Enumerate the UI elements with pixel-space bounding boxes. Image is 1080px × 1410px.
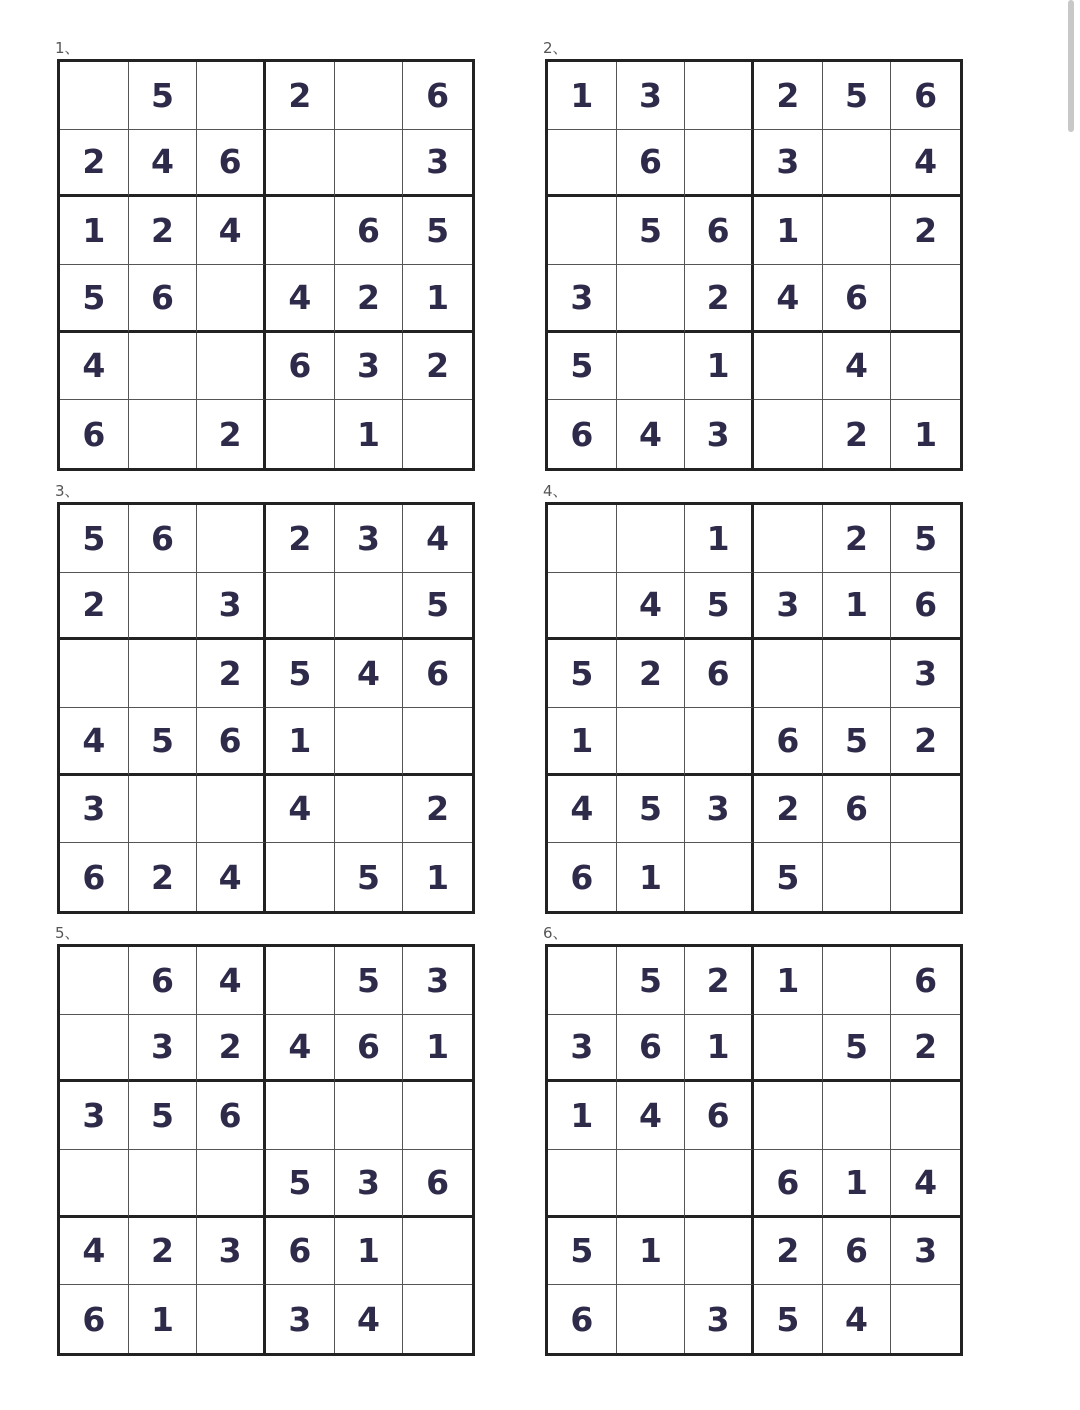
sudoku-cell-r2-c4[interactable] — [266, 573, 335, 641]
sudoku-cell-r2-c5[interactable]: 5 — [823, 1015, 892, 1083]
sudoku-cell-r5-c5[interactable]: 6 — [823, 776, 892, 844]
sudoku-cell-r1-c2[interactable]: 3 — [617, 62, 686, 130]
sudoku-cell-r6-c5[interactable]: 2 — [823, 400, 892, 468]
sudoku-cell-r3-c2[interactable] — [129, 640, 198, 708]
sudoku-cell-r2-c1[interactable] — [548, 573, 617, 641]
sudoku-cell-r2-c1[interactable]: 3 — [548, 1015, 617, 1083]
sudoku-cell-r3-c3[interactable]: 6 — [685, 640, 754, 708]
sudoku-cell-r1-c6[interactable]: 6 — [891, 947, 960, 1015]
sudoku-cell-r3-c3[interactable]: 2 — [197, 640, 266, 708]
sudoku-cell-r2-c6[interactable]: 4 — [891, 130, 960, 198]
sudoku-cell-r3-c3[interactable]: 6 — [685, 197, 754, 265]
sudoku-cell-r4-c2[interactable]: 6 — [129, 265, 198, 333]
sudoku-cell-r4-c5[interactable]: 5 — [823, 708, 892, 776]
sudoku-cell-r3-c6[interactable] — [403, 1082, 472, 1150]
sudoku-cell-r3-c4[interactable]: 5 — [266, 640, 335, 708]
sudoku-cell-r5-c6[interactable] — [891, 776, 960, 844]
sudoku-cell-r2-c1[interactable]: 2 — [60, 130, 129, 198]
sudoku-cell-r6-c1[interactable]: 6 — [548, 843, 617, 911]
sudoku-cell-r5-c3[interactable] — [197, 776, 266, 844]
sudoku-cell-r3-c1[interactable] — [548, 197, 617, 265]
sudoku-cell-r4-c4[interactable]: 1 — [266, 708, 335, 776]
sudoku-cell-r5-c6[interactable]: 2 — [403, 333, 472, 401]
sudoku-cell-r6-c4[interactable]: 3 — [266, 1285, 335, 1353]
sudoku-cell-r4-c2[interactable] — [617, 1150, 686, 1218]
sudoku-cell-r3-c3[interactable]: 4 — [197, 197, 266, 265]
puzzle-number-label: 6、 — [543, 924, 568, 942]
sudoku-cell-r4-c3[interactable] — [685, 708, 754, 776]
sudoku-cell-r6-c4[interactable] — [266, 843, 335, 911]
sudoku-cell-r5-c2[interactable]: 2 — [129, 1218, 198, 1286]
sudoku-cell-r6-c6[interactable] — [403, 1285, 472, 1353]
sudoku-cell-r5-c5[interactable]: 3 — [335, 333, 404, 401]
sudoku-cell-r6-c4[interactable]: 5 — [754, 1285, 823, 1353]
sudoku-cell-r5-c3[interactable] — [685, 1218, 754, 1286]
sudoku-cell-r6-c3[interactable]: 3 — [685, 1285, 754, 1353]
sudoku-cell-r4-c3[interactable] — [197, 265, 266, 333]
sudoku-cell-r1-c2[interactable]: 5 — [129, 62, 198, 130]
sudoku-cell-r3-c2[interactable]: 4 — [617, 1082, 686, 1150]
sudoku-cell-r4-c4[interactable]: 4 — [754, 265, 823, 333]
sudoku-cell-r2-c5[interactable] — [823, 130, 892, 198]
sudoku-cell-r4-c2[interactable] — [129, 1150, 198, 1218]
sudoku-cell-r5-c4[interactable]: 6 — [266, 333, 335, 401]
sudoku-cell-r3-c2[interactable]: 2 — [617, 640, 686, 708]
sudoku-cell-r2-c2[interactable]: 4 — [129, 130, 198, 198]
sudoku-cell-r1-c4[interactable]: 1 — [754, 947, 823, 1015]
sudoku-cell-r5-c2[interactable] — [129, 776, 198, 844]
sudoku-cell-r6-c3[interactable] — [685, 843, 754, 911]
sudoku-cell-r3-c6[interactable]: 6 — [403, 640, 472, 708]
sudoku-cell-r1-c4[interactable] — [754, 505, 823, 573]
sudoku-cell-r2-c6[interactable]: 5 — [403, 573, 472, 641]
sudoku-cell-r3-c1[interactable]: 3 — [60, 1082, 129, 1150]
sudoku-cell-r1-c4[interactable]: 2 — [754, 62, 823, 130]
puzzle-number-label: 1、 — [55, 39, 80, 57]
sudoku-cell-r6-c5[interactable] — [823, 843, 892, 911]
sudoku-cell-r6-c1[interactable]: 6 — [60, 1285, 129, 1353]
sudoku-cell-r1-c2[interactable]: 6 — [129, 947, 198, 1015]
sudoku-cell-r3-c5[interactable] — [823, 1082, 892, 1150]
sudoku-cell-r3-c1[interactable] — [60, 640, 129, 708]
sudoku-cell-r3-c1[interactable]: 1 — [60, 197, 129, 265]
sudoku-cell-r4-c1[interactable]: 1 — [548, 708, 617, 776]
sudoku-cell-r3-c3[interactable]: 6 — [197, 1082, 266, 1150]
sudoku-cell-r4-c2[interactable]: 5 — [129, 708, 198, 776]
sudoku-cell-r4-c2[interactable] — [617, 708, 686, 776]
sudoku-cell-r3-c2[interactable]: 5 — [129, 1082, 198, 1150]
sudoku-cell-r4-c4[interactable]: 5 — [266, 1150, 335, 1218]
sudoku-cell-r2-c4[interactable]: 3 — [754, 573, 823, 641]
sudoku-cell-r2-c2[interactable]: 6 — [617, 130, 686, 198]
sudoku-cell-r2-c3[interactable]: 6 — [197, 130, 266, 198]
sudoku-cell-r1-c1[interactable]: 1 — [548, 62, 617, 130]
sudoku-cell-r1-c3[interactable]: 2 — [685, 947, 754, 1015]
sudoku-cell-r1-c5[interactable] — [335, 62, 404, 130]
sudoku-cell-r1-c5[interactable]: 5 — [335, 947, 404, 1015]
sudoku-cell-r3-c4[interactable] — [266, 197, 335, 265]
sudoku-cell-r6-c1[interactable]: 6 — [548, 1285, 617, 1353]
sudoku-cell-r1-c3[interactable]: 1 — [685, 505, 754, 573]
sudoku-cell-r5-c2[interactable]: 5 — [617, 776, 686, 844]
sudoku-cell-r4-c6[interactable]: 2 — [891, 708, 960, 776]
sudoku-cell-r4-c5[interactable] — [335, 708, 404, 776]
sudoku-cell-r1-c1[interactable] — [60, 947, 129, 1015]
puzzle-number-label: 3、 — [55, 482, 80, 500]
sudoku-cell-r6-c5[interactable]: 1 — [335, 400, 404, 468]
sudoku-cell-r2-c5[interactable] — [335, 130, 404, 198]
sudoku-cell-r1-c3[interactable] — [685, 62, 754, 130]
sudoku-cell-r5-c1[interactable]: 4 — [60, 333, 129, 401]
sudoku-cell-r5-c6[interactable] — [403, 1218, 472, 1286]
sudoku-cell-r5-c3[interactable]: 3 — [685, 776, 754, 844]
sudoku-cell-r3-c4[interactable] — [754, 640, 823, 708]
sudoku-cell-r6-c3[interactable] — [197, 1285, 266, 1353]
sudoku-cell-r5-c1[interactable]: 4 — [60, 1218, 129, 1286]
sudoku-cell-r4-c4[interactable]: 6 — [754, 708, 823, 776]
sudoku-cell-r2-c3[interactable]: 3 — [197, 573, 266, 641]
sudoku-cell-r1-c5[interactable]: 2 — [823, 505, 892, 573]
sudoku-cell-r2-c2[interactable] — [129, 573, 198, 641]
sudoku-cell-r6-c4[interactable] — [266, 400, 335, 468]
sudoku-cell-r2-c4[interactable] — [266, 130, 335, 198]
sudoku-cell-r3-c5[interactable]: 6 — [335, 197, 404, 265]
sudoku-cell-r1-c1[interactable] — [548, 947, 617, 1015]
sudoku-cell-r6-c5[interactable]: 4 — [823, 1285, 892, 1353]
sudoku-grid — [545, 502, 963, 914]
sudoku-cell-r3-c6[interactable]: 2 — [891, 197, 960, 265]
sudoku-cell-r4-c1[interactable]: 5 — [60, 265, 129, 333]
sudoku-cell-r6-c3[interactable]: 2 — [197, 400, 266, 468]
sudoku-cell-r2-c4[interactable] — [754, 1015, 823, 1083]
sudoku-cell-r5-c6[interactable]: 3 — [891, 1218, 960, 1286]
puzzle-number-label: 4、 — [543, 482, 568, 500]
sudoku-cell-r1-c6[interactable]: 6 — [891, 62, 960, 130]
sudoku-cell-r6-c2[interactable] — [617, 1285, 686, 1353]
sudoku-cell-r4-c5[interactable]: 6 — [823, 265, 892, 333]
sudoku-cell-r1-c5[interactable] — [823, 947, 892, 1015]
sudoku-cell-r2-c1[interactable]: 2 — [60, 573, 129, 641]
sudoku-grid — [57, 502, 475, 914]
sudoku-cell-r4-c4[interactable]: 4 — [266, 265, 335, 333]
sudoku-cell-r1-c5[interactable]: 3 — [335, 505, 404, 573]
sudoku-cell-r5-c3[interactable]: 3 — [197, 1218, 266, 1286]
sudoku-cell-r3-c4[interactable] — [266, 1082, 335, 1150]
sudoku-cell-r2-c6[interactable]: 3 — [403, 130, 472, 198]
sudoku-cell-r2-c1[interactable] — [60, 1015, 129, 1083]
sudoku-cell-r6-c2[interactable] — [129, 400, 198, 468]
puzzle-number-label: 2、 — [543, 39, 568, 57]
sudoku-cell-r3-c4[interactable]: 1 — [754, 197, 823, 265]
sudoku-cell-r6-c2[interactable]: 4 — [617, 400, 686, 468]
sudoku-cell-r5-c5[interactable] — [335, 776, 404, 844]
sudoku-cell-r6-c1[interactable]: 6 — [60, 843, 129, 911]
sudoku-cell-r5-c3[interactable] — [197, 333, 266, 401]
sudoku-cell-r4-c5[interactable]: 3 — [335, 1150, 404, 1218]
sudoku-cell-r4-c3[interactable]: 6 — [197, 708, 266, 776]
sudoku-cell-r6-c6[interactable]: 1 — [914, 414, 938, 454]
sudoku-cell-r2-c5[interactable]: 6 — [335, 1015, 404, 1083]
sudoku-cell-r5-c2[interactable] — [129, 333, 198, 401]
sudoku-cell-r6-c4[interactable] — [754, 400, 823, 468]
sudoku-cell-r1-c6[interactable]: 4 — [403, 505, 472, 573]
sudoku-cell-r3-c1[interactable]: 5 — [548, 640, 617, 708]
sudoku-cell-r5-c4[interactable]: 4 — [266, 776, 335, 844]
sudoku-cell-r1-c1[interactable] — [60, 62, 129, 130]
sudoku-cell-r4-c4[interactable]: 6 — [754, 1150, 823, 1218]
sudoku-cell-r2-c3[interactable]: 1 — [685, 1015, 754, 1083]
sudoku-cell-r4-c5[interactable]: 1 — [823, 1150, 892, 1218]
sudoku-cell-r5-c1[interactable]: 4 — [548, 776, 617, 844]
sudoku-grid — [57, 59, 475, 471]
sudoku-cell-r2-c6[interactable]: 1 — [403, 1015, 472, 1083]
sudoku-cell-r1-c6[interactable]: 6 — [403, 62, 472, 130]
sudoku-cell-r5-c5[interactable]: 4 — [823, 333, 892, 401]
sudoku-cell-r5-c4[interactable]: 2 — [754, 776, 823, 844]
sudoku-cell-r1-c1[interactable] — [548, 505, 617, 573]
sudoku-cell-r5-c6[interactable]: 2 — [403, 776, 472, 844]
sudoku-cell-r6-c2[interactable]: 1 — [129, 1285, 198, 1353]
sudoku-cell-r6-c3[interactable]: 3 — [685, 400, 754, 468]
sudoku-cell-r5-c3[interactable]: 1 — [685, 333, 754, 401]
sudoku-cell-r1-c2[interactable]: 5 — [617, 947, 686, 1015]
scrollbar-thumb[interactable] — [1068, 0, 1074, 132]
sudoku-cell-r2-c1[interactable] — [548, 130, 617, 198]
sudoku-cell-r6-c6[interactable] — [403, 400, 472, 468]
sudoku-cell-r1-c6[interactable]: 5 — [891, 505, 960, 573]
sudoku-cell-r5-c5[interactable]: 6 — [823, 1218, 892, 1286]
sudoku-cell-r5-c4[interactable]: 6 — [266, 1218, 335, 1286]
sudoku-cell-r1-c2[interactable]: 6 — [129, 505, 198, 573]
sudoku-cell-r5-c2[interactable] — [617, 333, 686, 401]
sudoku-cell-r4-c1[interactable]: 4 — [60, 708, 129, 776]
sudoku-cell-r6-c5[interactable]: 4 — [335, 1285, 404, 1353]
sudoku-cell-r3-c2[interactable]: 5 — [617, 197, 686, 265]
sudoku-cell-r4-c1[interactable] — [548, 1150, 617, 1218]
sudoku-cell-r5-c4[interactable]: 2 — [754, 1218, 823, 1286]
sudoku-cell-r6-c2[interactable]: 1 — [617, 843, 686, 911]
sudoku-cell-r4-c6[interactable]: 4 — [891, 1150, 960, 1218]
sudoku-cell-r1-c4[interactable]: 2 — [266, 505, 335, 573]
sudoku-cell-r4-c3[interactable] — [197, 1150, 266, 1218]
sudoku-cell-r4-c5[interactable]: 2 — [335, 265, 404, 333]
sudoku-cell-r2-c2[interactable]: 3 — [129, 1015, 198, 1083]
sudoku-cell-r2-c6[interactable]: 6 — [891, 573, 960, 641]
sudoku-cell-r1-c4[interactable] — [266, 947, 335, 1015]
sudoku-cell-r6-c4[interactable]: 5 — [754, 843, 823, 911]
sudoku-cell-r5-c1[interactable]: 5 — [548, 1218, 617, 1286]
sudoku-cell-r5-c2[interactable]: 1 — [617, 1218, 686, 1286]
sudoku-cell-r2-c6[interactable]: 2 — [891, 1015, 960, 1083]
sudoku-cell-r2-c5[interactable]: 1 — [823, 573, 892, 641]
sudoku-cell-r5-c5[interactable]: 1 — [335, 1218, 404, 1286]
sudoku-cell-r3-c5[interactable] — [823, 640, 892, 708]
sudoku-cell-r2-c5[interactable] — [335, 573, 404, 641]
sudoku-cell-r1-c4[interactable]: 2 — [266, 62, 335, 130]
sudoku-grid — [545, 59, 963, 471]
sudoku-cell-r4-c1[interactable] — [60, 1150, 129, 1218]
sudoku-cell-r3-c3[interactable]: 6 — [685, 1082, 754, 1150]
sudoku-cell-r1-c6[interactable]: 3 — [403, 947, 472, 1015]
sudoku-cell-r6-c6[interactable] — [891, 1285, 960, 1353]
sudoku-cell-r2-c4[interactable]: 4 — [266, 1015, 335, 1083]
sudoku-cell-r1-c3[interactable] — [197, 505, 266, 573]
sudoku-cell-r1-c1[interactable]: 5 — [60, 505, 129, 573]
sudoku-cell-r4-c6[interactable] — [891, 265, 960, 333]
sudoku-cell-r4-c6[interactable]: 1 — [403, 265, 472, 333]
sudoku-cell-r3-c6[interactable] — [891, 1082, 960, 1150]
sudoku-cell-r3-c5[interactable] — [823, 197, 892, 265]
puzzle-number-label: 5、 — [55, 924, 80, 942]
sudoku-cell-r6-c2[interactable]: 2 — [129, 843, 198, 911]
sudoku-cell-r3-c2[interactable]: 2 — [129, 197, 198, 265]
sudoku-cell-r6-c6[interactable]: 1 — [426, 857, 450, 897]
sudoku-cell-r2-c3[interactable]: 5 — [685, 573, 754, 641]
sudoku-cell-r4-c6[interactable]: 6 — [403, 1150, 472, 1218]
sudoku-cell-r6-c1[interactable]: 6 — [548, 400, 617, 468]
sudoku-cell-r1-c3[interactable]: 4 — [197, 947, 266, 1015]
sudoku-cell-r2-c2[interactable]: 6 — [617, 1015, 686, 1083]
sudoku-cell-r4-c2[interactable] — [617, 265, 686, 333]
sudoku-cell-r5-c4[interactable] — [754, 333, 823, 401]
sudoku-cell-r6-c5[interactable]: 5 — [335, 843, 404, 911]
sudoku-cell-r5-c6[interactable] — [891, 333, 960, 401]
sudoku-cell-r3-c5[interactable] — [335, 1082, 404, 1150]
sudoku-cell-r5-c1[interactable]: 5 — [548, 333, 617, 401]
sudoku-cell-r3-c1[interactable]: 1 — [548, 1082, 617, 1150]
sudoku-cell-r4-c3[interactable]: 2 — [685, 265, 754, 333]
sudoku-grid — [545, 944, 963, 1356]
sudoku-cell-r3-c6[interactable]: 5 — [403, 197, 472, 265]
sudoku-grid — [57, 944, 475, 1356]
sudoku-cell-r5-c1[interactable]: 3 — [60, 776, 129, 844]
sudoku-cell-r3-c6[interactable]: 3 — [891, 640, 960, 708]
sudoku-cell-r3-c5[interactable]: 4 — [335, 640, 404, 708]
sudoku-cell-r6-c6[interactable] — [891, 843, 960, 911]
sudoku-cell-r3-c4[interactable] — [754, 1082, 823, 1150]
sudoku-cell-r4-c1[interactable]: 3 — [548, 265, 617, 333]
sudoku-cell-r1-c2[interactable] — [617, 505, 686, 573]
sudoku-cell-r1-c3[interactable] — [197, 62, 266, 130]
sudoku-cell-r6-c3[interactable]: 4 — [197, 843, 266, 911]
sudoku-cell-r2-c3[interactable]: 2 — [197, 1015, 266, 1083]
sudoku-cell-r4-c3[interactable] — [685, 1150, 754, 1218]
sudoku-cell-r1-c5[interactable]: 5 — [823, 62, 892, 130]
sudoku-cell-r4-c6[interactable] — [403, 708, 472, 776]
sudoku-cell-r2-c2[interactable]: 4 — [617, 573, 686, 641]
sudoku-cell-r2-c3[interactable] — [685, 130, 754, 198]
sudoku-cell-r6-c1[interactable]: 6 — [60, 400, 129, 468]
sudoku-cell-r2-c4[interactable]: 3 — [754, 130, 823, 198]
